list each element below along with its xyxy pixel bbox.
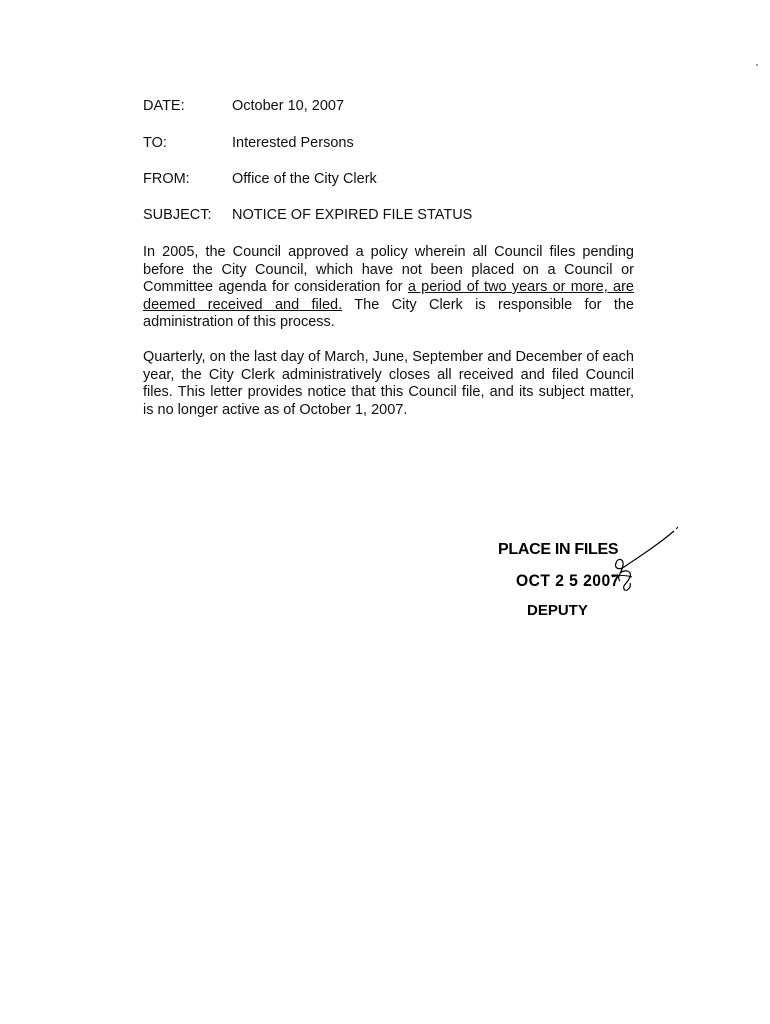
memo-date-row <box>143 97 344 115</box>
memo-from-row <box>143 170 377 188</box>
scan-speck <box>756 64 758 66</box>
notice-paragraph: Quarterly, on the last day of March, June, September and December of each year, the City Clerk administratively closes all received and filed Council files. This letter provides notice that this Council file, and its subject matter, is no longer active as of October 1, 2007. <box>143 349 634 418</box>
to-label: TO: <box>143 135 167 151</box>
subject-label: SUBJECT: <box>143 207 212 223</box>
policy-text-start: In 2005, the Council approved a policy wherein all Council files pending before the City Council, which have not been placed on a Council or Committee agenda for consideration for <box>143 244 634 295</box>
stamp-place-in-files: PLACE IN FILES <box>498 541 619 558</box>
memo-subject-row <box>143 206 472 224</box>
memo-to-row <box>143 134 354 152</box>
policy-text-underlined: a period of two years or more, are deemed received and filed. <box>143 279 634 313</box>
policy-paragraph <box>143 244 634 332</box>
from-value: Office of the City Clerk <box>232 171 377 187</box>
from-label: FROM: <box>143 171 190 187</box>
date-label: DATE: <box>143 98 185 114</box>
stamp-date: OCT 2 5 2007 <box>516 571 620 590</box>
subject-value: NOTICE OF EXPIRED FILE STATUS <box>232 207 473 223</box>
to-value: Interested Persons <box>232 135 354 151</box>
signature-scribble <box>590 525 682 600</box>
date-value: October 10, 2007 <box>232 98 345 114</box>
policy-text-end: The City Clerk is responsible for the administration of this process. <box>143 296 634 330</box>
stamp-deputy: DEPUTY <box>527 602 588 619</box>
